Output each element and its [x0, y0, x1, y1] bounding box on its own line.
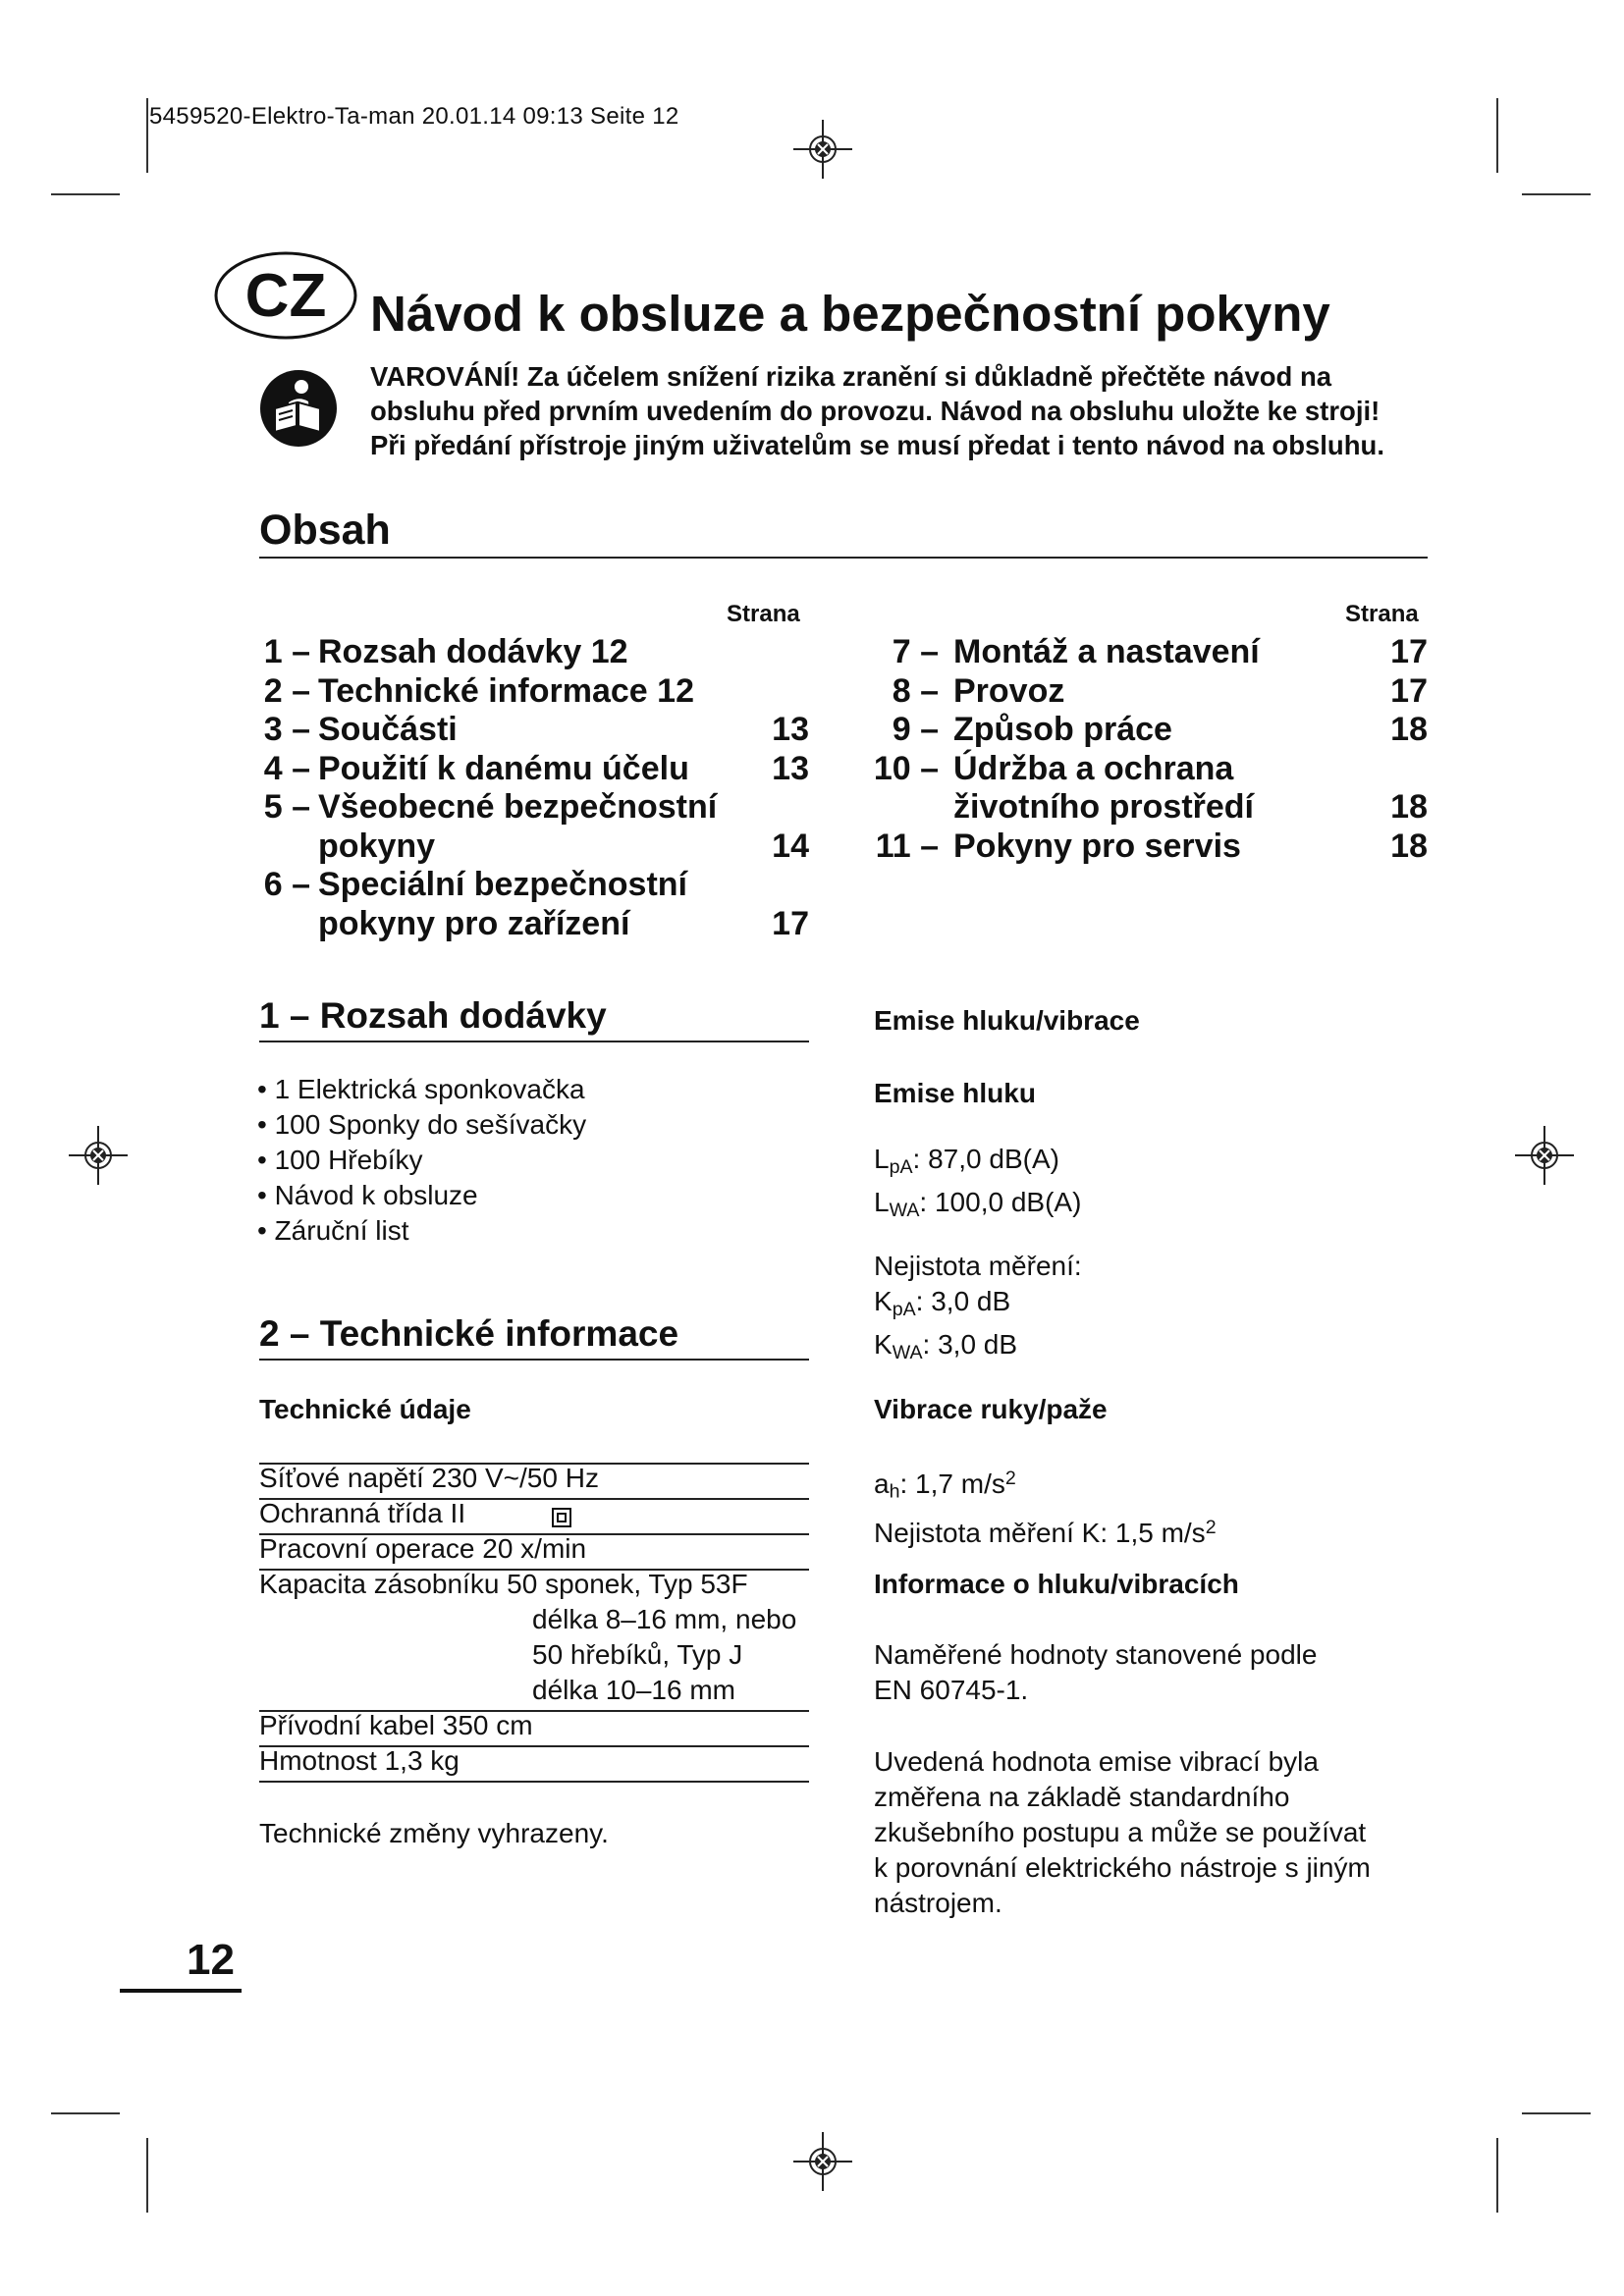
toc-item: 1 – Rozsah dodávky 12 — [263, 633, 628, 670]
section-title: 1 – Rozsah dodávky — [259, 995, 607, 1036]
toc-page-label: Strana — [1345, 601, 1419, 627]
table-row: Hmotnost 1,3 kg — [259, 1745, 460, 1776]
table-row: Přívodní kabel 350 cm — [259, 1710, 533, 1740]
toc-item: 2 – Technické informace 12 — [263, 672, 694, 710]
toc-item: pokyny pro zařízení 17 — [318, 905, 809, 942]
crop-mark — [146, 2138, 148, 2213]
subsection-title: Informace o hluku/vibracích — [874, 1569, 1239, 1599]
table-row: Síťové napětí 230 V~/50 Hz — [259, 1463, 599, 1493]
page-title: Návod k obsluze a bezpečnostní pokyny — [370, 286, 1330, 342]
country-code: CZ — [244, 262, 327, 330]
subsection-title: Emise hluku/vibrace — [874, 1005, 1140, 1036]
note-text: Technické změny vyhrazeny. — [259, 1818, 609, 1848]
vibration-values — [874, 1461, 1217, 1551]
toc-heading: Obsah — [259, 507, 391, 554]
subsection-title: Technické údaje — [259, 1394, 471, 1424]
print-slug: 5459520-Elektro-Ta-man 20.01.14 09:13 Seite 12 — [149, 103, 679, 130]
protection-class-icon — [552, 1508, 571, 1527]
crop-mark — [51, 2112, 120, 2114]
registration-mark-icon — [1513, 1124, 1576, 1187]
divider — [259, 557, 1428, 559]
kpa-value: $K_{pA}$: 3,0 dB — [874, 1286, 1011, 1320]
table-row: Kapacita zásobníku 50 sponek, Typ 53F — [259, 1569, 748, 1599]
read-manual-icon — [259, 369, 338, 448]
toc-item: pokyny 14 — [318, 828, 809, 865]
crop-mark — [146, 98, 148, 173]
table-row: Ochranná třída II — [259, 1498, 465, 1529]
list-item: • 100 Sponky do sešívačky — [257, 1109, 587, 1140]
table-row: 50 hřebíků, Typ J — [532, 1639, 743, 1670]
toc-item: 6 – Speciální bezpečnostní — [263, 866, 687, 903]
warning-text: VAROVÁNÍ! Za účelem snížení rizika zranění si důkladně přečtěte návod na obsluhu před prvním uvedením do provozu. Návod na obsluhu uložte ke stroji! Při předání přístroje jiným uživatelům se musí předat i tento návod na obsluhu. — [370, 361, 1384, 460]
measured-text: Naměřené hodnoty stanovené podle EN 60745-1. — [874, 1639, 1318, 1705]
table-row: délka 8–16 mm, nebo — [532, 1604, 797, 1634]
crop-mark — [51, 193, 120, 195]
registration-mark-icon — [791, 118, 854, 181]
crop-mark — [1496, 2138, 1498, 2213]
toc-item: 10 – Údržba a ochrana — [873, 750, 1234, 787]
list-item: • 100 Hřebíky — [257, 1145, 423, 1175]
country-badge — [212, 249, 359, 342]
table-row: Pracovní operace 20 x/min — [259, 1533, 587, 1564]
lpa-value: $L_{pA}$: 87,0 dB(A) — [874, 1144, 1059, 1178]
toc-item: 4 – Použití k danému účelu 13 — [263, 750, 809, 787]
table-row: délka 10–16 mm — [532, 1675, 736, 1705]
toc-item: 3 – Součásti 13 — [263, 711, 809, 748]
divider — [120, 1989, 242, 1993]
noise-values — [874, 1142, 1081, 1228]
toc-item: 7 – Montáž a nastavení 17 — [892, 633, 1428, 670]
crop-mark — [1522, 2112, 1591, 2114]
page-number: 12 — [187, 1936, 235, 1984]
divider — [259, 1041, 809, 1042]
toc-item: 9 – Způsob práce 18 — [892, 711, 1428, 748]
list-item: • Návod k obsluze — [257, 1180, 478, 1210]
toc-item: 5 – Všeobecné bezpečnostní — [263, 788, 718, 826]
toc-item: 11 – Pokyny pro servis 18 — [875, 828, 1428, 865]
crop-mark — [1522, 193, 1591, 195]
registration-mark-icon — [67, 1124, 130, 1187]
list-item: • 1 Elektrická sponkovačka — [257, 1074, 585, 1104]
kwa-value: $K_{WA}$: 3,0 dB — [874, 1328, 1018, 1363]
toc-item: životního prostředí 18 — [953, 788, 1428, 826]
ah-value: $a_h$: 1,7 $m/s^2$ — [874, 1468, 1016, 1503]
subsection-title: Vibrace ruky/paže — [874, 1394, 1108, 1424]
divider — [259, 1359, 809, 1361]
toc-item: 8 – Provoz 17 — [892, 672, 1428, 710]
list-item: • Záruční list — [257, 1215, 409, 1246]
subsection-title: Emise hluku — [874, 1078, 1036, 1108]
k-value: Nejistota měření K: 1,5 $m/s^2$ — [874, 1516, 1217, 1548]
section-title: 2 – Technické informace — [259, 1313, 679, 1354]
delivery-list — [257, 1072, 586, 1249]
crop-mark — [1496, 98, 1498, 173]
toc-page-label: Strana — [727, 601, 800, 627]
stated-text: Uvedená hodnota emise vibrací byla změřena na základě standardního zkušebního postupu a může se používat k porovnání elektrického nástroje s jiným nástrojem. — [874, 1746, 1371, 1918]
uncertainty-values: Nejistota měření: $K_{pA}$: 3,0 dB $K_{WA}$: 3,0 dB — [874, 1249, 1082, 1370]
table-rule — [259, 1781, 809, 1783]
registration-mark-icon — [791, 2130, 854, 2193]
lwa-value: $L_{WA}$: 100,0 dB(A) — [874, 1186, 1082, 1221]
